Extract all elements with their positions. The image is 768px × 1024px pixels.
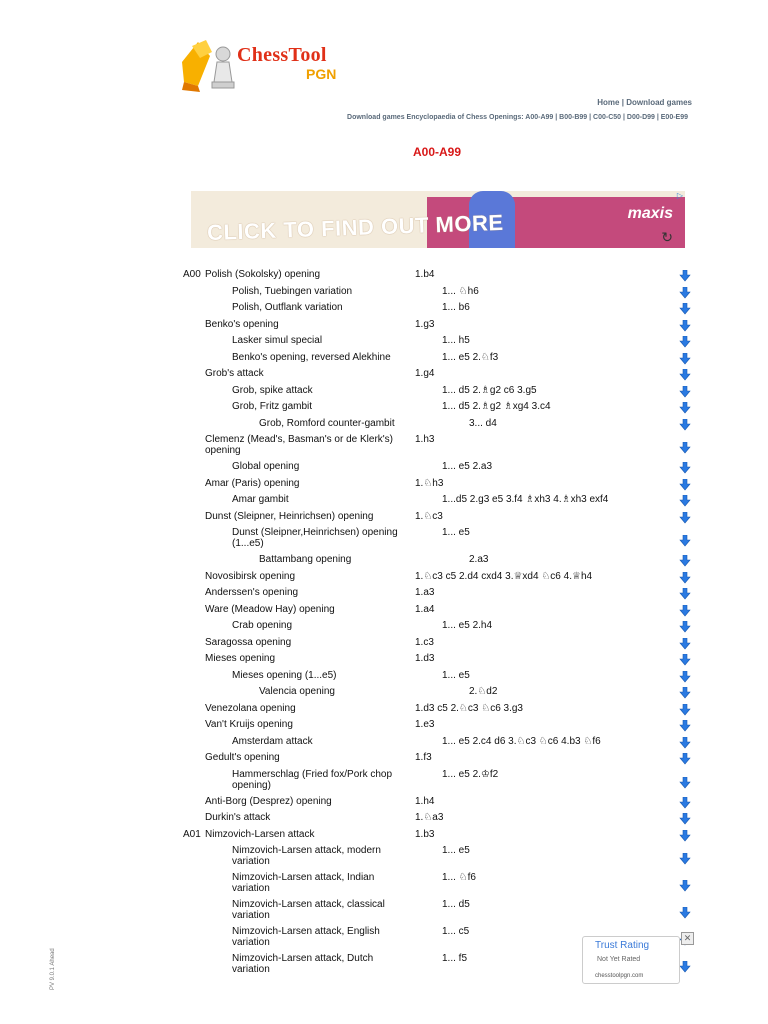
ad-info-icon[interactable]: ▷ xyxy=(676,191,683,200)
opening-name: Nimzovich-Larsen attack, Dutch variation xyxy=(232,953,374,975)
opening-moves: 1... e5 2.h4 xyxy=(442,620,493,631)
opening-name: Amar gambit xyxy=(232,494,289,505)
opening-moves: 1.g4 xyxy=(415,368,435,379)
opening-name: Amsterdam attack xyxy=(232,735,313,747)
download-arrow-icon[interactable] xyxy=(679,621,691,633)
opening-moves: 1.♘h3 xyxy=(415,477,444,489)
opening-name: Polish, Tuebingen variation xyxy=(232,285,353,297)
opening-name: Global opening xyxy=(232,461,300,472)
side-label: PV 9.0.1 Ahead xyxy=(50,948,56,990)
opening-name: Battambang opening xyxy=(259,554,352,565)
opening-moves: 1... ♘h6 xyxy=(442,285,479,297)
opening-name: Saragossa opening xyxy=(205,636,292,648)
opening-name: Grob, Fritz gambit xyxy=(232,401,313,412)
download-arrow-icon[interactable] xyxy=(679,442,691,454)
download-arrow-icon[interactable] xyxy=(679,737,691,749)
opening-moves: 1... e5 xyxy=(442,669,470,681)
trust-rating-status: Not Yet Rated xyxy=(597,956,641,963)
opening-name: Anti-Borg (Desprez) opening xyxy=(205,795,332,807)
opening-moves: 1.c3 xyxy=(415,636,434,648)
opening-moves: 1.h4 xyxy=(415,795,435,807)
opening-name: Polish, Outflank variation xyxy=(232,302,343,313)
opening-name: Durkin's attack xyxy=(205,812,271,823)
download-arrow-icon[interactable] xyxy=(679,907,691,919)
download-arrow-icon[interactable] xyxy=(679,369,691,381)
download-arrow-icon[interactable] xyxy=(679,777,691,789)
opening-name: Anderssen's opening xyxy=(205,587,299,598)
ad-brand-logo: maxis xyxy=(627,205,673,222)
opening-name: Nimzovich-Larsen attack, English variation xyxy=(232,926,380,948)
download-arrow-icon[interactable] xyxy=(679,853,691,865)
download-arrow-icon[interactable] xyxy=(679,605,691,617)
opening-moves: 2.a3 xyxy=(469,554,489,565)
opening-name: Dunst (Sleipner,Heinrichsen) opening (1...e5) xyxy=(232,527,398,549)
download-arrow-icon[interactable] xyxy=(679,320,691,332)
opening-moves: 1.a3 xyxy=(415,587,435,598)
opening-code: A00 xyxy=(183,269,201,280)
opening-moves: 1.♘a3 xyxy=(415,812,444,823)
opening-name: Nimzovich-Larsen attack, Indian variation xyxy=(232,872,375,894)
opening-moves: 1.h3 xyxy=(415,434,435,445)
opening-name: Grob, spike attack xyxy=(232,384,313,396)
opening-moves: 3... d4 xyxy=(469,417,497,429)
opening-moves: 1... d5 2.♗g2 ♗xg4 3.c4 xyxy=(442,401,551,412)
download-arrow-icon[interactable] xyxy=(679,353,691,365)
download-arrow-icon[interactable] xyxy=(679,402,691,414)
download-arrow-icon[interactable] xyxy=(679,588,691,600)
opening-moves: 1... c5 xyxy=(442,926,470,937)
opening-name: Ware (Meadow Hay) opening xyxy=(205,603,335,615)
download-arrow-icon[interactable] xyxy=(679,671,691,683)
opening-name: Crab opening xyxy=(232,620,293,631)
download-arrow-icon[interactable] xyxy=(679,687,691,699)
download-arrow-icon[interactable] xyxy=(679,462,691,474)
download-arrow-icon[interactable] xyxy=(679,797,691,809)
opening-name: Lasker simul special xyxy=(232,335,323,346)
opening-moves: 1... e5 2.♘f3 xyxy=(442,351,499,363)
download-arrow-icon[interactable] xyxy=(679,287,691,299)
opening-name: Gedult's opening xyxy=(205,752,280,763)
ad-banner[interactable] xyxy=(191,191,685,248)
opening-moves: 1...d5 2.g3 e5 3.f4 ♗xh3 4.♗xh3 exf4 xyxy=(442,494,609,505)
download-arrow-icon[interactable] xyxy=(679,419,691,431)
reload-icon[interactable]: ↻ xyxy=(661,229,673,245)
opening-moves: 1... b6 xyxy=(442,302,470,313)
opening-name: Dunst (Sleipner, Heinrichsen) opening xyxy=(205,510,374,522)
opening-moves: 1.b3 xyxy=(415,828,435,840)
opening-name: Nimzovich-Larsen attack, classical variation xyxy=(232,899,385,921)
opening-moves: 1... ♘f6 xyxy=(442,872,476,883)
opening-name: Nimzovich-Larsen attack, modern variation xyxy=(232,845,381,867)
opening-moves: 1.d3 xyxy=(415,653,435,664)
download-arrow-icon[interactable] xyxy=(679,479,691,491)
download-arrow-icon[interactable] xyxy=(679,704,691,716)
close-icon[interactable]: ✕ xyxy=(681,932,694,945)
nav-separator: | xyxy=(621,98,624,107)
trust-rating-site: chesstoolpgn.com xyxy=(595,973,644,979)
trust-rating-widget[interactable] xyxy=(582,936,680,984)
opening-name: Van't Kruijs opening xyxy=(205,719,293,730)
opening-moves: 1.g3 xyxy=(415,318,435,330)
opening-moves: 1.f3 xyxy=(415,752,432,763)
opening-moves: 1.e3 xyxy=(415,719,435,730)
nav-download-link[interactable]: Download games xyxy=(626,98,692,107)
opening-name: Amar (Paris) opening xyxy=(205,477,300,489)
opening-name: Benko's opening, reversed Alekhine xyxy=(232,351,391,363)
opening-moves: 1... h5 xyxy=(442,335,470,346)
download-arrow-icon[interactable] xyxy=(679,720,691,732)
opening-name: Valencia opening xyxy=(259,686,335,697)
download-arrow-icon[interactable] xyxy=(679,961,691,973)
opening-name: Mieses opening (1...e5) xyxy=(232,669,337,681)
opening-moves: 1... e5 2.♔f2 xyxy=(442,768,499,780)
download-arrow-icon[interactable] xyxy=(679,512,691,524)
opening-range-nav[interactable]: Download games Encyclopaedia of Chess Openings: A00-A99 | B00-B99 | C00-C50 | D00-D99 | E00-E99 xyxy=(347,114,688,121)
opening-name: Nimzovich-Larsen attack xyxy=(205,828,315,840)
opening-moves: 1.b4 xyxy=(415,269,435,280)
download-arrow-icon[interactable] xyxy=(679,654,691,666)
download-arrow-icon[interactable] xyxy=(679,535,691,547)
opening-name: Mieses opening xyxy=(205,653,276,664)
download-arrow-icon[interactable] xyxy=(679,638,691,650)
page-title: A00-A99 xyxy=(412,145,462,159)
logo-subtitle: PGN xyxy=(306,66,337,82)
top-nav xyxy=(597,98,692,107)
download-arrow-icon[interactable] xyxy=(679,753,691,765)
opening-moves: 1... e5 2.c4 d6 3.♘c3 ♘c6 4.b3 ♘f6 xyxy=(442,735,601,747)
opening-moves: 1.d3 c5 2.♘c3 ♘c6 3.g3 xyxy=(415,702,523,714)
opening-moves: 1.a4 xyxy=(415,603,435,615)
opening-name: Benko's opening xyxy=(205,318,279,330)
nav-home-link[interactable]: Home xyxy=(597,98,620,107)
opening-name: Novosibirsk opening xyxy=(205,570,296,582)
download-arrow-icon[interactable] xyxy=(679,813,691,825)
opening-moves: 1.♘c3 xyxy=(415,510,443,522)
download-arrow-icon[interactable] xyxy=(679,572,691,584)
download-arrow-icon[interactable] xyxy=(679,386,691,398)
download-arrow-icon[interactable] xyxy=(679,270,691,282)
logo-title: ChessTool xyxy=(237,44,327,66)
opening-moves: 1... d5 xyxy=(442,899,470,910)
opening-name: Clemenz (Mead's, Basman's or de Klerk's) opening xyxy=(205,434,394,456)
opening-moves: 1... e5 xyxy=(442,845,470,856)
download-arrow-icon[interactable] xyxy=(679,495,691,507)
opening-moves: 2.♘d2 xyxy=(469,686,498,697)
download-arrow-icon[interactable] xyxy=(679,303,691,315)
download-arrow-icon[interactable] xyxy=(679,555,691,567)
opening-code: A01 xyxy=(183,828,201,840)
opening-moves: 1... f5 xyxy=(442,953,468,964)
logo-pawn-icon xyxy=(178,38,238,92)
opening-moves: 1... e5 xyxy=(442,527,470,538)
opening-moves: 1.♘c3 c5 2.d4 cxd4 3.♕xd4 ♘c6 4.♕h4 xyxy=(415,570,593,582)
opening-moves: 1... e5 2.a3 xyxy=(442,461,493,472)
opening-moves: 1... d5 2.♗g2 c6 3.g5 xyxy=(442,384,537,396)
ad-headline: CLICK TO FIND OUT MORE xyxy=(206,209,504,246)
download-arrow-icon[interactable] xyxy=(679,880,691,892)
trust-rating-title: Trust Rating xyxy=(595,940,650,951)
opening-name: Venezolana opening xyxy=(205,702,296,714)
download-arrow-icon[interactable] xyxy=(679,336,691,348)
opening-name: Polish (Sokolsky) opening xyxy=(205,269,321,280)
download-arrow-icon[interactable] xyxy=(679,830,691,842)
opening-name: Grob's attack xyxy=(205,368,264,379)
opening-name: Grob, Romford counter-gambit xyxy=(259,417,395,429)
opening-name: Hammerschlag (Fried fox/Pork chop opening) xyxy=(232,768,393,791)
